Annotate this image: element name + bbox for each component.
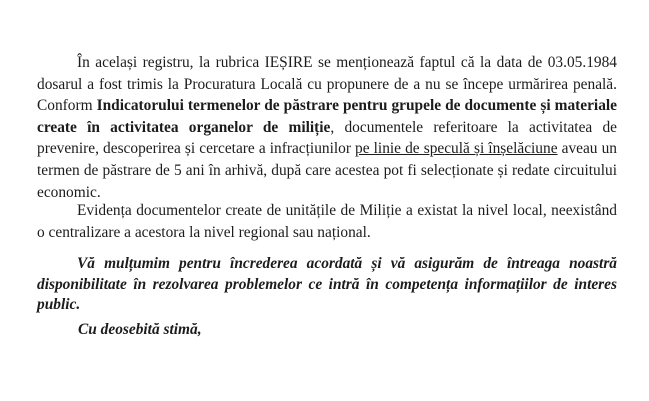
indicator-title: Indicatorului termenelor de păstrare pentru grupele de documente și materiale create în activitatea organelor de miliție xyxy=(37,97,617,136)
paragraph-registry-text-b: , documentele referitoare la activitatea de prevenire, descoperirea și cercetare a infracțiunilor xyxy=(37,118,618,158)
paragraph-registry-text-c: aveau un termen de păstrare de 5 ani în arhivă, după care acestea pot fi selecționate și redate circuitului economic. xyxy=(37,140,617,201)
closing-salutation: Cu deosebită stimă, xyxy=(78,321,202,338)
paragraph-thanks-text: Vă mulțumim pentru încrederea acordată și vă asigurăm de întreaga noastră disponibilitate în rezolvarea problemelor ce intră în competența informațiilor de interes public. xyxy=(37,255,617,313)
underlined-offense-type: pe linie de speculă și înșelăciune xyxy=(355,140,558,158)
paragraph-records xyxy=(37,200,617,243)
paragraph-registry-text-a: În același registru, la rubrica IEȘIRE se menționează faptul că la data de 03.05.1984 dosarul a fost trimis la Procuratura Locală cu propunere de a nu se începe urmărirea penală. Conform xyxy=(37,54,617,115)
paragraph-records-text: Evidența documentelor create de unitățile de Miliție a existat la nivel local, neexistând o centralizare a acestora la nivel regional sau național. xyxy=(37,202,617,241)
paragraph-registry xyxy=(37,52,617,203)
paragraph-thanks xyxy=(37,254,617,316)
